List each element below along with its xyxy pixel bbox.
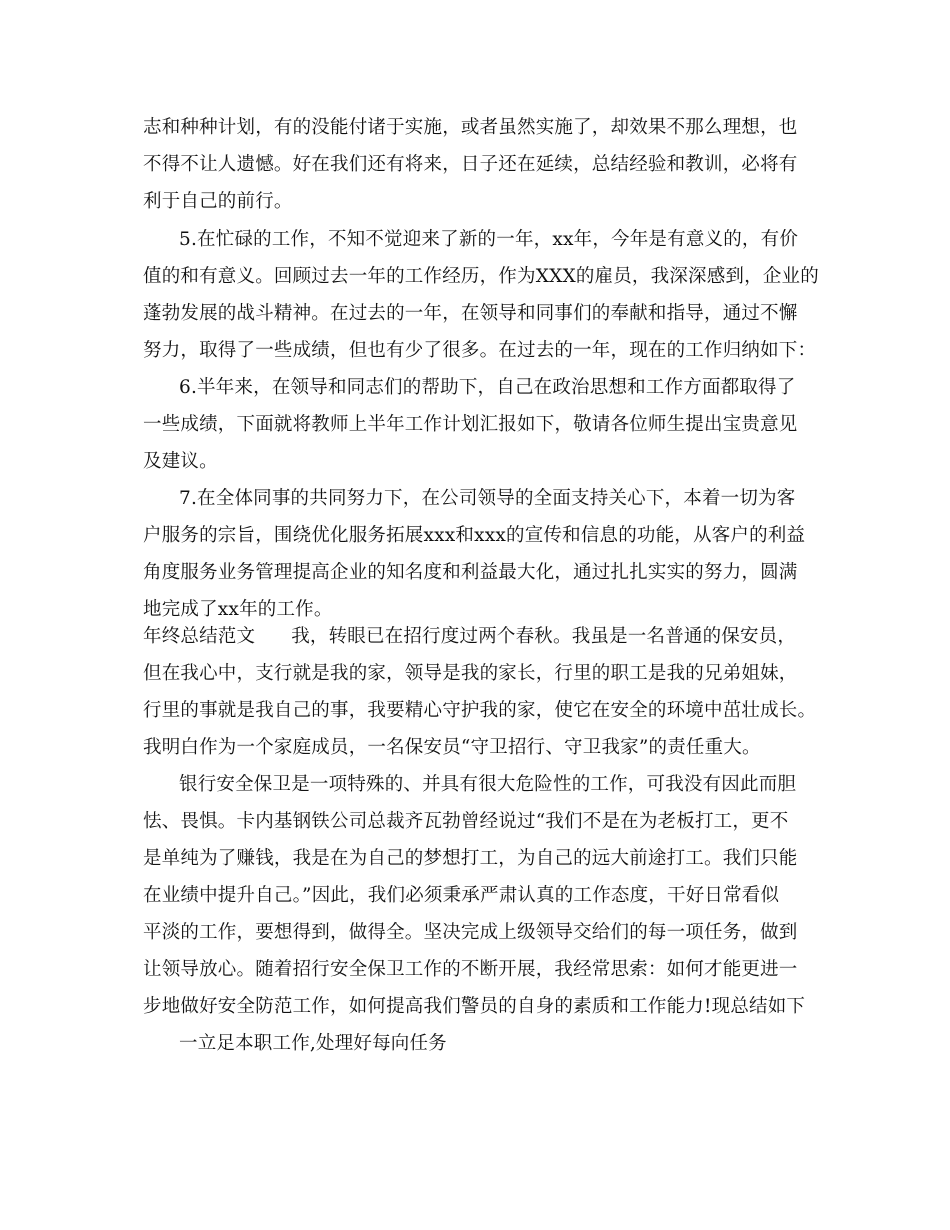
paragraph-line: 在业绩中提升自己。”因此，我们必须秉承严肃认真的工作态度，干好日常看似 (143, 885, 780, 906)
paragraph-line: 努力，取得了一些成绩，但也有少了很多。在过去的一年，现在的工作归纳如下： (143, 340, 817, 361)
paragraph-line: 及建议。 (143, 451, 218, 472)
paragraph-line: 让领导放心。随着招行安全保卫工作的不断开展，我经常思索：如何才能更进一 (143, 959, 798, 980)
paragraph-line: 5.在忙碌的工作，不知不觉迎来了新的一年，xx年，今年是有意义的，有价 (179, 229, 799, 250)
paragraph-line: 利于自己的前行。 (143, 191, 293, 212)
paragraph-line: 怯、畏惧。卡内基钢铁公司总裁齐瓦勃曾经说过“我们不是在为老板打工，更不 (143, 811, 789, 832)
section-title-line (143, 625, 796, 649)
paragraph-line: 行里的事就是我自己的事，我要精心守护我的家，使它在安全的环境中茁壮成长。 (143, 700, 817, 721)
paragraph-line: 步地做好安全防范工作，如何提高我们警员的自身的素质和工作能力!现总结如下 (143, 996, 806, 1017)
paragraph-line: 银行安全保卫是一项特殊的、并具有很大危险性的工作，可我没有因此而胆 (179, 774, 797, 795)
paragraph-line: 平淡的工作，要想得到，做得全。坚决完成上级领导交给们的每一项任务，做到 (143, 922, 798, 943)
paragraph-line: 值的和有意义。回顾过去一年的工作经历，作为XXX的雇员，我深深感到，企业的 (143, 266, 819, 287)
paragraph-line: 蓬勃发展的战斗精神。在过去的一年，在领导和同事们的奉献和指导，通过不懈 (143, 303, 798, 324)
paragraph-line: 是单纯为了赚钱，我是在为自己的梦想打工，为自己的远大前途打工。我们只能 (143, 848, 798, 869)
paragraph-line: 地完成了xx年的工作。 (143, 599, 333, 620)
paragraph-line: 户服务的宗旨，围绕优化服务拓展xxx和xxx的宣传和信息的功能，从客户的利益 (143, 525, 806, 546)
paragraph-line: 不得不让人遗憾。好在我们还有将来，日子还在延续，总结经验和教训，必将有 (143, 154, 798, 175)
paragraph-line: 7.在全体同事的共同努力下，在公司领导的全面支持关心下，本着一切为客 (179, 488, 796, 509)
paragraph-line: 6.半年来，在领导和同志们的帮助下，自己在政治思想和工作方面都取得了 (179, 377, 796, 398)
section-title: 年终总结范文 (143, 626, 256, 647)
paragraph-line: 但在我心中，支行就是我的家，领导是我的家长，行里的职工是我的兄弟姐妹， (143, 663, 798, 684)
paragraph-text: 我，转眼已在招行度过两个春秋。我虽是一名普通的保安员， (291, 626, 797, 647)
paragraph-line: 志和种种计划，有的没能付诸于实施，或者虽然实施了，却效果不那么理想，也 (143, 117, 798, 138)
paragraph-line: 一些成绩，下面就将教师上半年工作计划汇报如下，敬请各位师生提出宝贵意见 (143, 414, 798, 435)
paragraph-line: 我明白作为一个家庭成员，一名保安员“守卫招行、守卫我家”的责任重大。 (143, 737, 761, 758)
paragraph-line: 角度服务业务管理提高企业的知名度和利益最大化，通过扎扎实实的努力，圆满 (143, 562, 798, 583)
paragraph-line: 一立足本职工作,处理好每向任务 (179, 1033, 447, 1054)
